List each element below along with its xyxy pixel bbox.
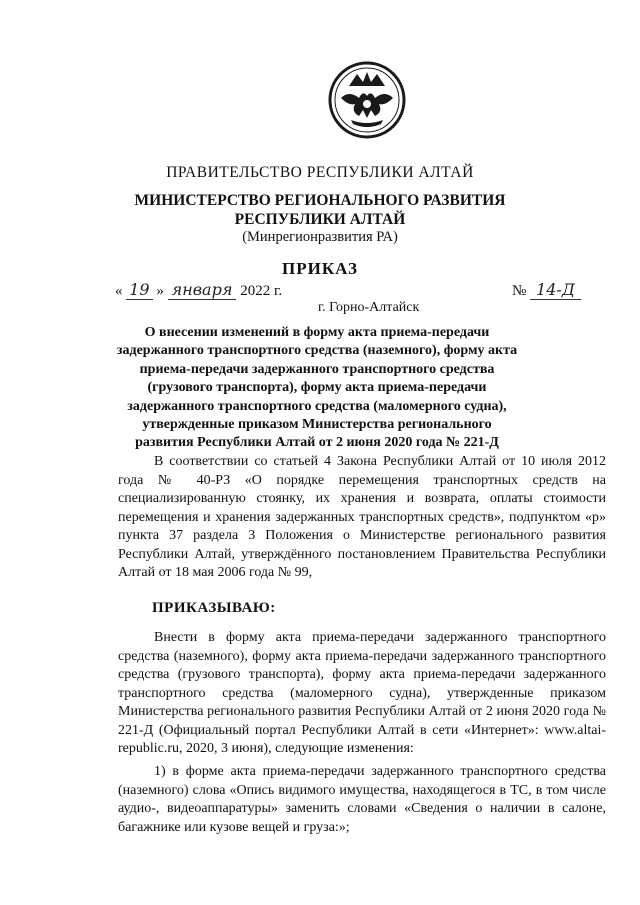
order-day: 19 (126, 280, 152, 300)
order-city: г. Горно-Алтайск (318, 300, 420, 315)
coat-of-arms-icon (327, 60, 407, 140)
date-quote-open: « (115, 283, 123, 299)
date-quote-close: » (156, 283, 164, 299)
ministry-heading-line2: РЕСПУБЛИКИ АЛТАЙ (234, 211, 406, 228)
document-title: О внесении изменений в форму акта приема-передачи задержанного транспортного средства (наземного), форму акта приема-передачи задержанного транспортного средства (грузового транспорта), форму акта приема-передачи задержанного транспортного средства (маломерного судна), утвержденные приказом Министерства регионального развития Республики Алтай от 2 июня 2020 года № 221-Д (116, 325, 518, 451)
ministry-abbreviation: (Минрегионразвития РА) (242, 229, 398, 245)
body-text: Внести в форму акта приема-передачи задержанного транспортного средства (наземного), форму акта приема-передачи задержанного транспортного средства (грузового транспорта), форму акта приема-передачи задержанного транспортного средства (маломерного судна), утвержденные приказом Министерства регионального развития Республики Алтай от 2 июня 2020 года № 221-Д (Официальный портал Республики Алтай в сети «Интернет»: www.altai-republic.ru, 2020, 3 июня), следующие изменения: (118, 630, 606, 756)
order-word: ПРИКАЗЫВАЮ: (152, 600, 276, 616)
item-1-text: 1) в форме акта приема-передачи задержанного транспортного средства (наземного) слова «Опись видимого имущества, находящегося в ТС, в том числе аудио-, видеоаппаратуры» заменить словами «Сведения о наличии в салоне, багажнике или кузове вещей и груза:»; (118, 764, 606, 835)
order-year: 2022 г. (240, 283, 283, 299)
order-number-value: 14-Д (530, 280, 581, 300)
order-number (512, 280, 581, 300)
order-number-label: № (512, 283, 527, 299)
order-date (115, 280, 282, 300)
ministry-heading-line1: МИНИСТЕРСТВО РЕГИОНАЛЬНОГО РАЗВИТИЯ (134, 192, 506, 209)
order-month: января (168, 280, 237, 300)
preamble-text: В соответствии со статьей 4 Закона Республики Алтай от 10 июля 2012 года № 40-РЗ «О порядке перемещения транспортных средств на специализированную стоянку, их хранения и возврата, оплаты стоимости перемещения и хранения задержанных транспортных средств», подпунктом «р» пункта 37 раздела 3 Положения о Министерстве регионального развития Республики Алтай, утверждённого постановлением Правительства Республики Алтай от 18 мая 2006 года № 99, (118, 454, 606, 580)
body-paragraph (118, 629, 606, 759)
order-title: ПРИКАЗ (282, 259, 358, 278)
government-heading: ПРАВИТЕЛЬСТВО РЕСПУБЛИКИ АЛТАЙ (166, 164, 474, 181)
preamble-paragraph (118, 453, 606, 583)
list-item (118, 763, 606, 837)
